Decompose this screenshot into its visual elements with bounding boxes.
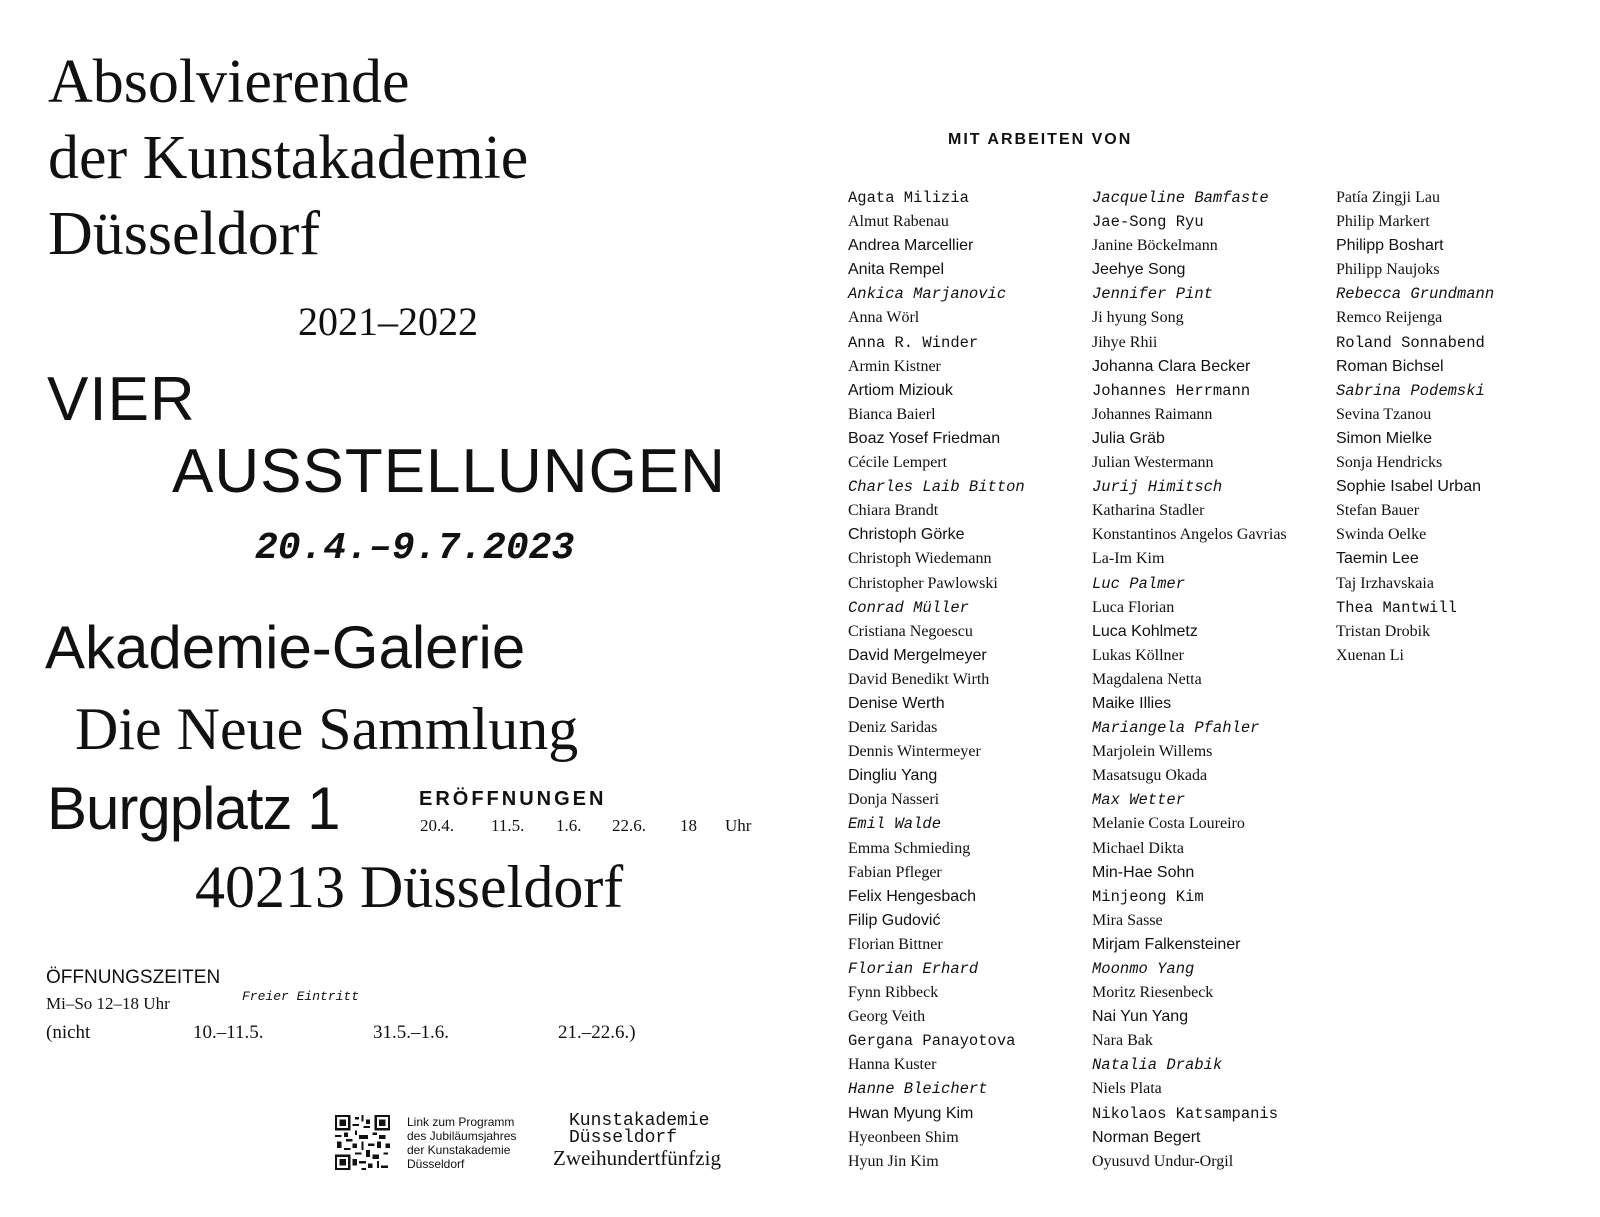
title-line: der Kunstakademie	[48, 124, 529, 192]
artist-name: Xuenan Li	[1336, 646, 1404, 664]
artist-name: Moonmo Yang	[1092, 960, 1195, 978]
academy-logo	[553, 1113, 721, 1169]
artist-name: Max Wetter	[1092, 791, 1186, 810]
headline-vier: VIER	[47, 365, 196, 434]
opening-time: 18	[680, 816, 697, 835]
artist-name: Philipp Boshart	[1336, 237, 1444, 255]
venue-city: 40213 Düsseldorf	[195, 854, 624, 920]
artist-name: Charles Laib Bitton	[848, 478, 1025, 497]
artist-name: Christoph Görke	[848, 526, 965, 544]
artist-name: Deniz Saridas	[848, 719, 938, 737]
artist-name: Marjolein Willems	[1092, 743, 1213, 761]
artist-name: Johannes Raimann	[1092, 405, 1213, 423]
artist-name: Hanne Bleichert	[848, 1080, 988, 1099]
artist-name: Emil Walde	[848, 815, 942, 834]
artist-name: Minjeong Kim	[1092, 887, 1204, 906]
artist-name: Remco Reijenga	[1336, 309, 1443, 327]
artist-name: Lukas Köllner	[1092, 646, 1184, 664]
artist-name: Julia Gräb	[1092, 429, 1165, 447]
closed-note: (nicht	[46, 1022, 91, 1043]
artist-name: Anita Rempel	[848, 261, 945, 279]
venue-gallery: Akademie-Galerie	[45, 614, 526, 681]
artist-name: Sophie Isabel Urban	[1336, 478, 1481, 496]
artist-name: Conrad Müller	[848, 598, 969, 617]
artist-name: Sabrina Podemski	[1336, 381, 1485, 400]
artist-name: Swinda Oelke	[1336, 526, 1427, 544]
artist-name: Nai Yun Yang	[1092, 1008, 1189, 1026]
artist-column	[848, 186, 1025, 1174]
artist-name: Tristan Drobik	[1336, 622, 1431, 640]
venue-collection: Die Neue Sammlung	[75, 696, 579, 762]
artist-name: Emma Schmieding	[848, 839, 971, 857]
poster-title	[48, 44, 528, 272]
opening-date: 20.4.	[420, 816, 454, 835]
artist-name: Agata Milizia	[848, 189, 969, 207]
artist-name: Almut Rabenau	[848, 213, 949, 231]
artist-name: Jacqueline Bamfaste	[1092, 189, 1269, 207]
artist-name: Jeehye Song	[1092, 261, 1186, 279]
artist-name: Cécile Lempert	[848, 454, 948, 472]
opening-date: 11.5.	[491, 816, 525, 835]
artist-name: Cristiana Negoescu	[848, 622, 973, 640]
artist-column	[1092, 186, 1287, 1174]
artist-name: Hanna Kuster	[848, 1056, 937, 1074]
artist-name: Natalia Drabik	[1092, 1056, 1223, 1075]
artist-name: Oyusuvd Undur-Orgil	[1092, 1152, 1234, 1170]
artist-name: Felix Hengesbach	[848, 887, 977, 905]
artist-name: Hyun Jin Kim	[848, 1152, 939, 1170]
artist-name: Roman Bichsel	[1336, 357, 1444, 375]
opening-date: 1.6.	[556, 816, 582, 835]
exhibition-dates: 20.4.–9.7.2023	[255, 527, 575, 570]
artist-name: Jihye Rhii	[1092, 333, 1158, 351]
artist-name: Jennifer Pint	[1092, 285, 1213, 304]
artist-name: Patía Zingji Lau	[1336, 189, 1440, 206]
artist-name: Niels Plata	[1092, 1080, 1162, 1098]
artist-name: Ankica Marjanovic	[848, 285, 1007, 304]
qr-code-icon[interactable]	[335, 1115, 390, 1170]
artist-name: Konstantinos Angelos Gavrias	[1092, 526, 1287, 544]
opening-time-unit: Uhr	[725, 816, 752, 835]
artist-name: Janine Böckelmann	[1092, 237, 1218, 255]
artist-name: Hwan Myung Kim	[848, 1104, 974, 1122]
artist-name: Denise Werth	[848, 694, 945, 712]
artist-name: Sevina Tzanou	[1336, 405, 1432, 423]
artist-name: Johanna Clara Becker	[1092, 357, 1251, 375]
artist-name: Georg Veith	[848, 1008, 926, 1026]
artist-name: Jurij Himitsch	[1092, 478, 1223, 497]
artist-name: Stefan Bauer	[1336, 502, 1420, 520]
artist-name: Magdalena Netta	[1092, 670, 1202, 688]
opening-date: 22.6.	[612, 816, 646, 835]
artist-name: Luc Palmer	[1092, 574, 1186, 593]
artist-name: Philip Markert	[1336, 213, 1430, 231]
artist-name: Luca Florian	[1092, 598, 1175, 616]
artist-name: Ji hyung Song	[1092, 309, 1184, 327]
artist-name: Mira Sasse	[1092, 911, 1163, 929]
artist-name: Anna R. Winder	[848, 333, 979, 352]
artist-name: Gergana Panayotova	[848, 1032, 1016, 1051]
artist-name: Florian Erhard	[848, 960, 979, 978]
artist-name: Mirjam Falkensteiner	[1092, 935, 1241, 953]
artist-name: Nikolaos Katsampanis	[1092, 1104, 1279, 1123]
artist-name: Philipp Naujoks	[1336, 261, 1440, 279]
title-line: Düsseldorf	[48, 200, 321, 268]
artist-name: La-Im Kim	[1092, 550, 1165, 568]
artist-name: Johannes Herrmann	[1092, 381, 1251, 400]
artist-name: Christoph Wiedemann	[848, 550, 992, 568]
headline-ausstellungen: AUSSTELLUNGEN	[172, 437, 726, 506]
artist-name: Michael Dikta	[1092, 839, 1184, 857]
artist-name: Anna Wörl	[848, 309, 920, 327]
closed-date: 10.–11.5.	[193, 1022, 264, 1043]
artist-name: Filip Gudović	[848, 911, 941, 929]
artist-name: Christopher Pawlowski	[848, 574, 998, 592]
artist-name: David Benedikt Wirth	[848, 670, 990, 688]
artist-name: Boaz Yosef Friedman	[848, 429, 1001, 447]
artist-name: Fynn Ribbeck	[848, 984, 939, 1002]
artist-name: Chiara Brandt	[848, 502, 939, 520]
artist-name: Taemin Lee	[1336, 550, 1419, 568]
hours-days: Mi–So 12–18 Uhr	[46, 994, 170, 1013]
artist-name: Jae-Song Ryu	[1092, 213, 1204, 232]
artist-name: Mariangela Pfahler	[1092, 719, 1260, 738]
artists-heading: MIT ARBEITEN VON	[948, 131, 1133, 148]
free-entry: Freier Eintritt	[242, 989, 360, 1004]
artist-name: Maike Illies	[1092, 694, 1172, 712]
qr-caption-line: Link zum Programm	[407, 1115, 515, 1129]
artist-name: Artiom Miziouk	[848, 381, 953, 399]
hours-heading: ÖFFNUNGSZEITEN	[46, 967, 221, 988]
artist-name: Rebecca Grundmann	[1336, 285, 1495, 304]
closed-date: 21.–22.6.)	[558, 1022, 636, 1043]
artist-name: Roland Sonnabend	[1336, 333, 1485, 352]
qr-caption-line: des Jubiläumsjahres	[407, 1129, 517, 1143]
logo-line: Kunstakademie	[569, 1111, 710, 1131]
artist-name: Dennis Wintermeyer	[848, 743, 981, 761]
artist-name: Katharina Stadler	[1092, 502, 1205, 520]
artist-name: David Mergelmeyer	[848, 646, 987, 664]
artist-name: Norman Begert	[1092, 1128, 1201, 1146]
artist-name: Taj Irzhavskaia	[1336, 574, 1434, 592]
qr-caption-line: der Kunstakademie	[407, 1143, 511, 1157]
artist-name: Armin Kistner	[848, 357, 941, 375]
artist-name: Hyeonbeen Shim	[848, 1128, 959, 1146]
artist-name: Thea Mantwill	[1336, 598, 1457, 617]
venue-street: Burgplatz 1	[47, 775, 340, 842]
artist-name: Nara Bak	[1092, 1032, 1153, 1050]
artist-name: Andrea Marcellier	[848, 237, 974, 255]
closed-date: 31.5.–1.6.	[373, 1022, 449, 1043]
openings-heading: ERÖFFNUNGEN	[419, 788, 607, 810]
qr-caption	[407, 1115, 516, 1171]
artist-name: Moritz Riesenbeck	[1092, 984, 1214, 1002]
artist-column	[1336, 186, 1494, 668]
logo-line: Zweihundertfünfzig	[553, 1146, 721, 1170]
artist-name: Melanie Costa Loureiro	[1092, 815, 1245, 833]
artist-name: Donja Nasseri	[848, 791, 940, 809]
qr-caption-line: Düsseldorf	[407, 1157, 465, 1171]
logo-line: Düsseldorf	[569, 1128, 678, 1148]
artist-name: Julian Westermann	[1092, 454, 1214, 472]
artist-name: Sonja Hendricks	[1336, 454, 1443, 472]
artist-name: Min-Hae Sohn	[1092, 863, 1195, 881]
artist-name: Masatsugu Okada	[1092, 767, 1208, 785]
artist-name: Dingliu Yang	[848, 767, 938, 785]
artist-name: Luca Kohlmetz	[1092, 622, 1198, 640]
artist-name: Bianca Baierl	[848, 405, 936, 423]
artist-name: Fabian Pfleger	[848, 863, 942, 881]
artist-name: Florian Bittner	[848, 935, 943, 953]
title-line: Absolvierende	[48, 48, 410, 116]
years-range: 2021–2022	[298, 299, 478, 344]
artist-name: Simon Mielke	[1336, 429, 1433, 447]
